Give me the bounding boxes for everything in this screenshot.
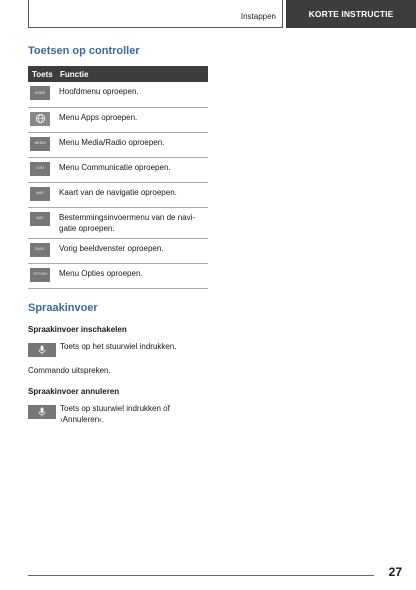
back-key-icon: BACK	[30, 243, 50, 257]
map-key-icon: MAP	[30, 187, 50, 201]
table-row	[28, 107, 208, 132]
table-row	[28, 238, 208, 263]
table-header-row	[28, 66, 208, 82]
media-key-icon: MEDIA	[30, 137, 50, 151]
voice-cancel-title: Spraakinvoer annuleren	[28, 387, 120, 396]
voice-enable-note: Commando uitspreken.	[28, 366, 111, 375]
voice-cancel-text: Toets op stuurwiel indrukken of ›Annuleren‹.	[60, 404, 170, 424]
row-function: Kaart van de navigatie oproepen.	[59, 182, 208, 207]
voice-cancel-step	[28, 405, 180, 425]
apps-globe-key-icon	[30, 112, 50, 126]
row-function: Menu Communicatie oproepen.	[59, 157, 208, 182]
table-row	[28, 132, 208, 157]
table-row	[28, 157, 208, 182]
page-number: 27	[388, 565, 402, 579]
voice-enable-step	[28, 343, 177, 357]
voice-section-title: Spraakinvoer	[28, 302, 98, 314]
header-section-label: Instappen	[240, 12, 276, 21]
table-row	[28, 182, 208, 207]
voice-enable-text: Toets op het stuurwiel indrukken.	[60, 342, 177, 351]
controller-keys-table	[28, 66, 208, 289]
option-key-icon: OPTION	[30, 268, 50, 282]
com-key-icon: COM	[30, 162, 50, 176]
table-row	[28, 263, 208, 288]
column-header-key: Toets	[28, 66, 59, 82]
table-row	[28, 82, 208, 107]
table-row	[28, 207, 208, 238]
row-function: Menu Media/Radio oproepen.	[59, 132, 208, 157]
row-function: Menu Opties oproepen.	[59, 263, 208, 288]
nav-key-icon: NAV	[30, 212, 50, 226]
controller-section-title: Toetsen op controller	[28, 45, 140, 57]
row-function: Hoofdmenu oproepen.	[59, 82, 208, 107]
header-section-box	[28, 0, 283, 28]
row-function: Bestemmingsinvoermenu van de navigatie oproepen.	[59, 207, 208, 238]
footer-divider	[28, 575, 374, 576]
microphone-icon	[28, 405, 56, 419]
row-function: Vorig beeldvenster oproepen.	[59, 238, 208, 263]
column-header-function: Functie	[59, 66, 208, 82]
row-function: Menu Apps oproepen.	[59, 107, 208, 132]
home-key-icon: HOME	[30, 86, 50, 100]
voice-enable-title: Spraakinvoer inschakelen	[28, 325, 127, 334]
header-chapter-tab: KORTE INSTRUCTIE	[286, 0, 416, 28]
microphone-icon	[28, 343, 56, 357]
